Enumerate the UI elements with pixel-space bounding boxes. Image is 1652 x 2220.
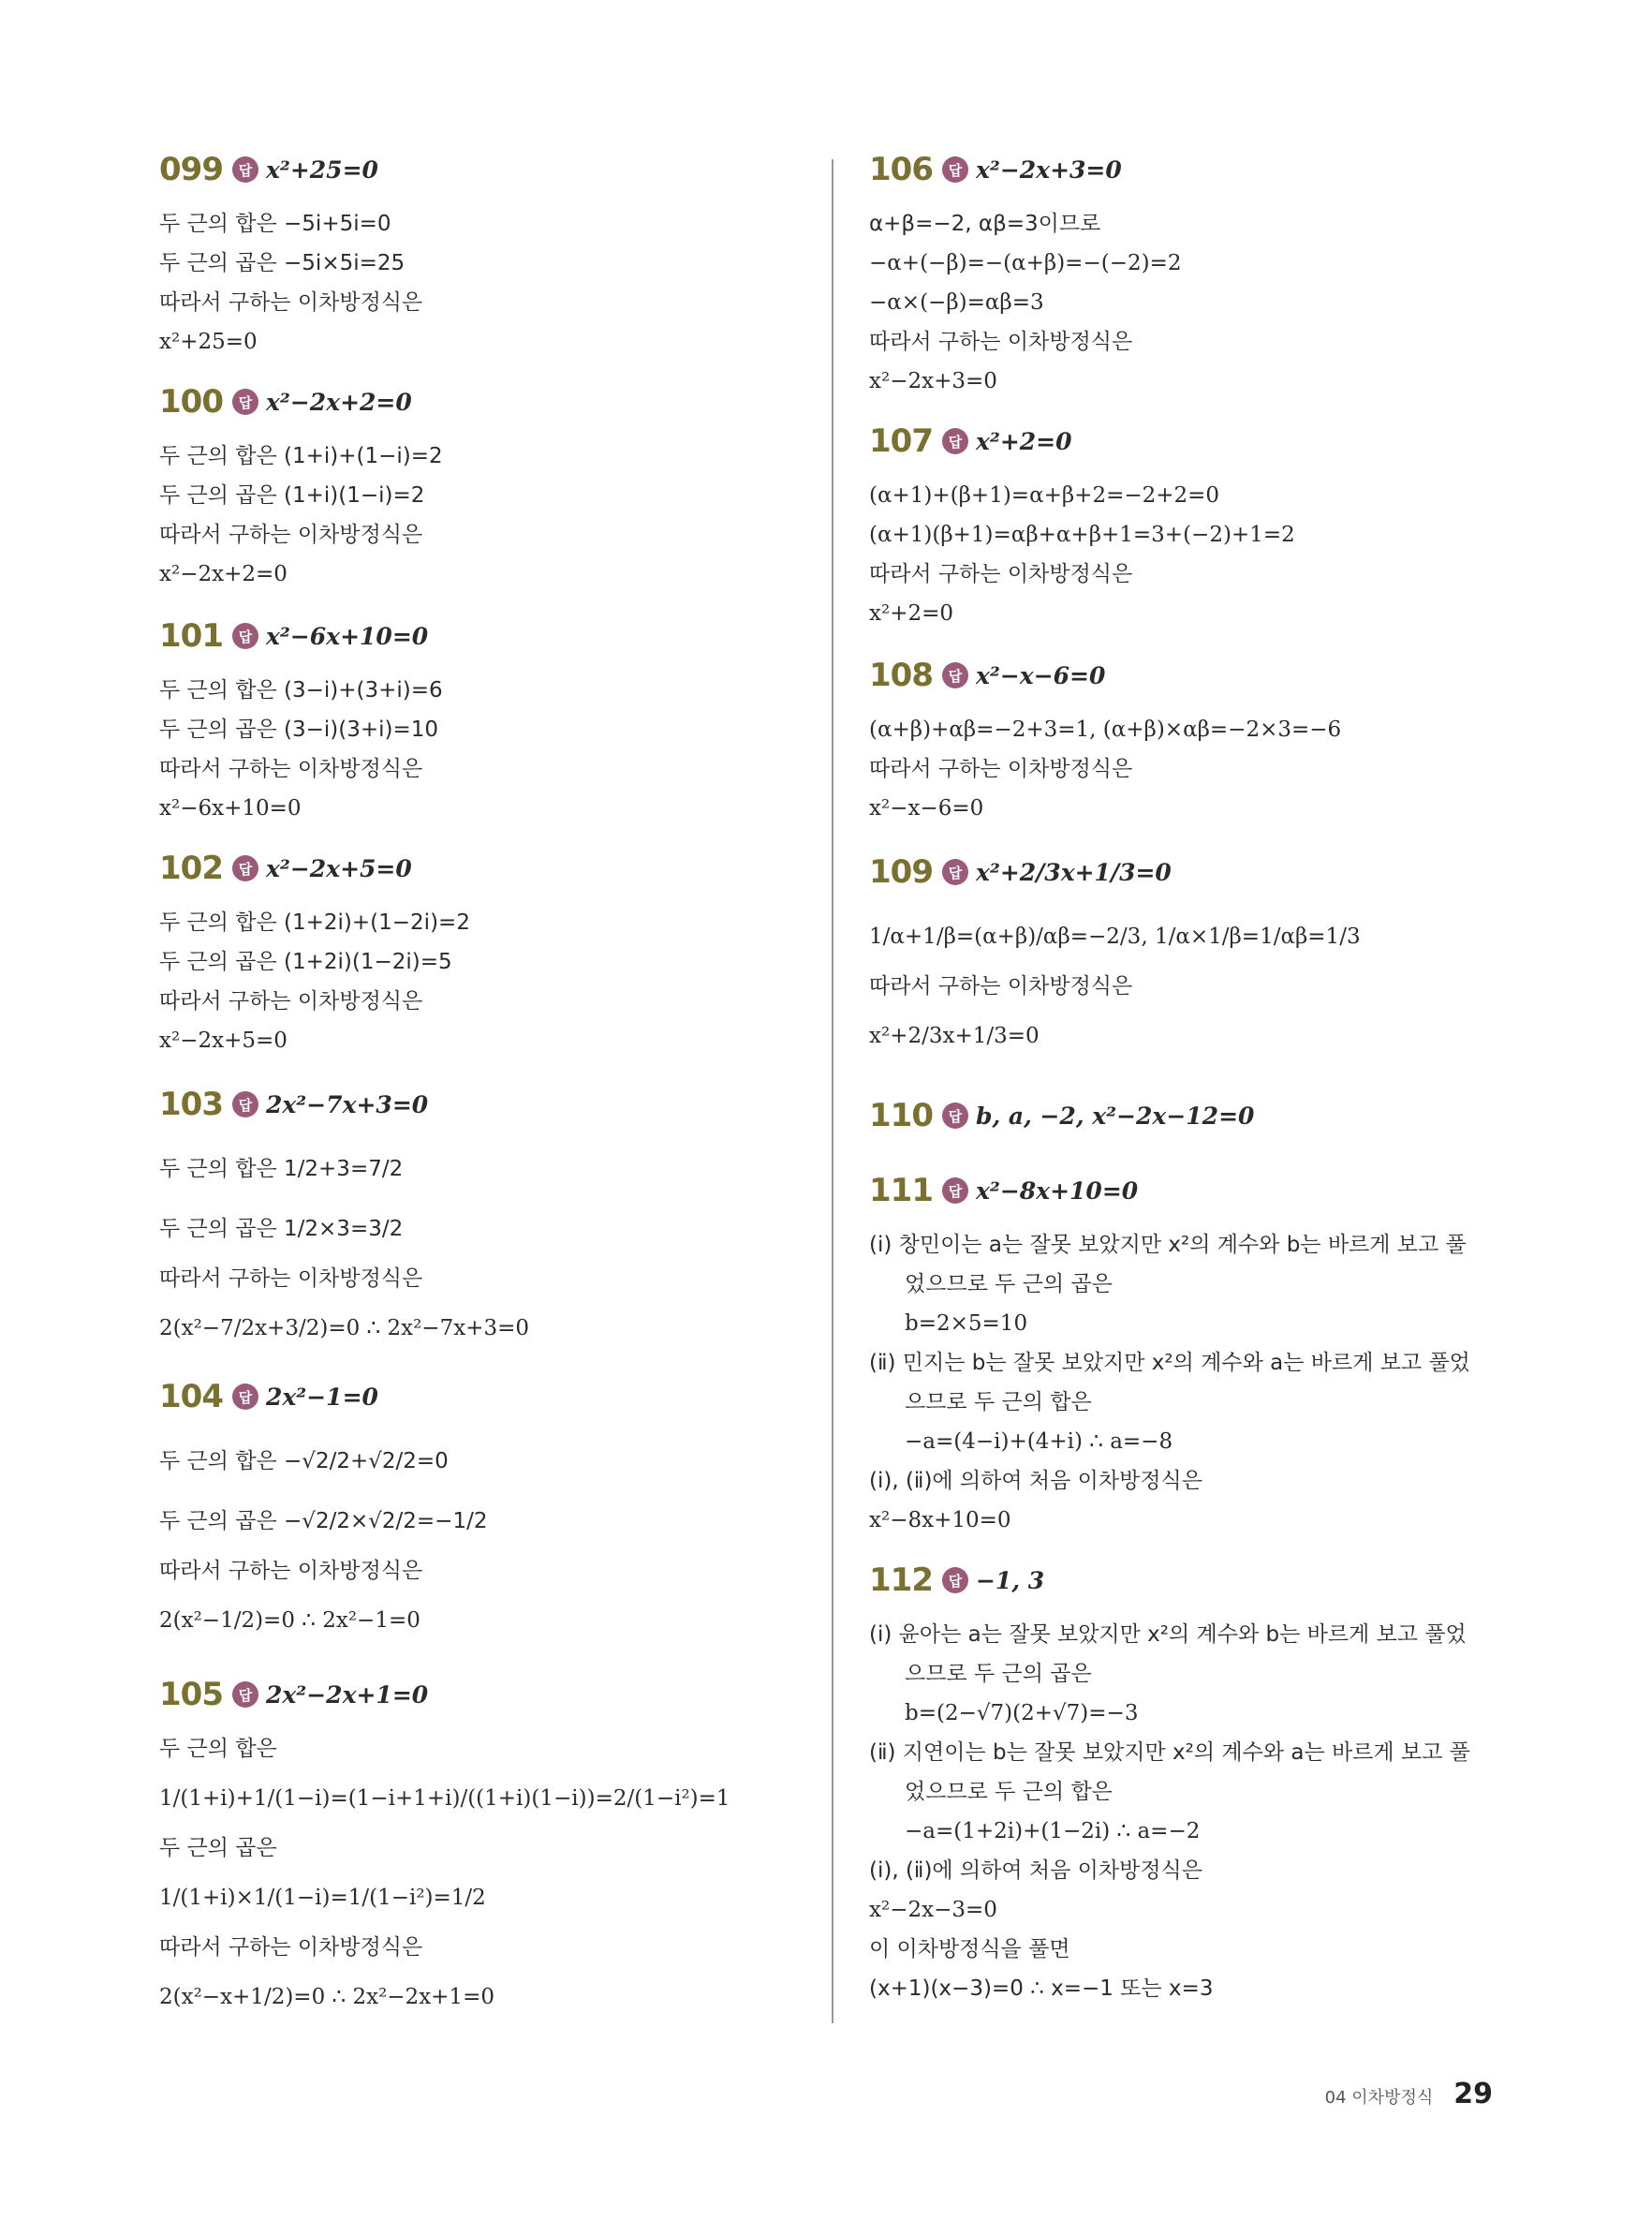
problem-number: 109 — [869, 853, 933, 891]
problem-number: 101 — [159, 617, 223, 655]
solution-line: −a=(1+2i)+(1−2i) ∴ a=−2 — [905, 1819, 1201, 1843]
problem-112 — [869, 1559, 1525, 2008]
page-number: 29 — [1453, 2078, 1493, 2110]
solution-line: 두 근의 곱은 (3−i)(3+i)=10 — [159, 718, 439, 742]
answer-badge: 답 — [232, 389, 258, 415]
solution-line: 따라서 구하는 이차방정식은 — [159, 290, 423, 315]
solution-line: (ⅰ), (ⅱ)에 의하여 처음 이차방정식은 — [869, 1469, 1202, 1493]
problem-number: 103 — [159, 1086, 223, 1123]
solution-line: 두 근의 합은 (3−i)+(3+i)=6 — [159, 678, 443, 703]
solution-line: 1/(1+i)×1/(1−i)=1/(1−i²)=1/2 — [159, 1886, 486, 1910]
left-column — [159, 148, 815, 2027]
answer-badge: 답 — [942, 428, 968, 454]
solution-line: 두 근의 합은 −√2/2+√2/2=0 — [159, 1449, 449, 1473]
problem-105 — [159, 1673, 815, 2027]
solution-line: 따라서 구하는 이차방정식은 — [869, 562, 1133, 586]
problem-107 — [869, 420, 1525, 654]
solution-line: (α+1)+(β+1)=α+β+2=−2+2=0 — [869, 483, 1220, 508]
solution-line: 따라서 구하는 이차방정식은 — [869, 330, 1133, 354]
answer-badge: 답 — [942, 1103, 968, 1129]
answer-badge: 답 — [232, 1091, 258, 1117]
answer-text: −1, 3 — [975, 1566, 1045, 1594]
solution-line: x²−2x+5=0 — [159, 1029, 288, 1053]
problem-101 — [159, 614, 815, 847]
solution-line: 두 근의 합은 (1+2i)+(1−2i)=2 — [159, 910, 470, 935]
solution-line: 1/α+1/β=(α+β)/αβ=−2/3, 1/α×1/β=1/αβ=1/3 — [869, 925, 1361, 949]
solution-line: 었으므로 두 근의 합은 — [905, 1780, 1113, 1804]
solution-line: b=2×5=10 — [905, 1311, 1028, 1336]
answer-text: x²−8x+10=0 — [975, 1177, 1139, 1205]
solution-line: 두 근의 곱은 — [159, 1836, 277, 1860]
problem-number: 102 — [159, 850, 223, 887]
answer-text: 2x²−1=0 — [265, 1383, 378, 1411]
answer-text: x²+25=0 — [265, 155, 378, 184]
problem-number: 112 — [869, 1561, 933, 1599]
answer-text: b, a, −2, x²−2x−12=0 — [975, 1102, 1255, 1130]
answer-badge: 답 — [942, 662, 968, 688]
solution-line: 따라서 구하는 이차방정식은 — [869, 757, 1133, 781]
solution-line: x²−x−6=0 — [869, 796, 984, 821]
solution-line: (α+1)(β+1)=αβ+α+β+1=3+(−2)+1=2 — [869, 523, 1295, 547]
chapter-label: 04 이차방정식 — [1324, 2088, 1434, 2108]
solution-line: 두 근의 합은 (1+i)+(1−i)=2 — [159, 444, 443, 468]
answer-text: 2x²−7x+3=0 — [265, 1090, 429, 1118]
problem-110 — [869, 1094, 1525, 1169]
solution-line: 으므로 두 근의 곱은 — [905, 1662, 1092, 1686]
solution-line: 두 근의 곱은 1/2×3=3/2 — [159, 1217, 404, 1241]
problem-number: 108 — [869, 657, 933, 694]
problem-number: 110 — [869, 1097, 933, 1134]
problem-number: 100 — [159, 383, 223, 421]
answer-text: x²+2=0 — [975, 427, 1072, 455]
solution-line: (ⅱ) 지연이는 b는 잘못 보았지만 x²의 계수와 a는 바르게 보고 풀 — [869, 1740, 1470, 1765]
answer-text: x²−2x+2=0 — [265, 388, 412, 416]
solution-line: x²−2x+2=0 — [159, 562, 288, 586]
solution-line: 따라서 구하는 이차방정식은 — [869, 974, 1133, 999]
solution-line: 따라서 구하는 이차방정식은 — [159, 1266, 423, 1291]
problem-number: 107 — [869, 422, 933, 460]
solution-line: (ⅱ) 민지는 b는 잘못 보았지만 x²의 계수와 a는 바르게 보고 풀었 — [869, 1351, 1470, 1375]
solution-line: b=(2−√7)(2+√7)=−3 — [905, 1701, 1139, 1725]
problem-111 — [869, 1169, 1525, 1559]
answer-badge: 답 — [232, 1681, 258, 1708]
solution-line: α+β=−2, αβ=3이므로 — [869, 212, 1101, 236]
answer-badge: 답 — [942, 859, 968, 885]
solution-line: −α×(−β)=αβ=3 — [869, 290, 1044, 315]
solution-line: x²−8x+10=0 — [869, 1508, 1011, 1532]
problem-103 — [159, 1083, 815, 1375]
solution-line: (ⅰ) 창민이는 a는 잘못 보았지만 x²의 계수와 b는 바르게 보고 풀 — [869, 1233, 1467, 1257]
solution-line: 2(x²−1/2)=0 ∴ 2x²−1=0 — [159, 1608, 420, 1633]
solution-line: 두 근의 곱은 (1+2i)(1−2i)=5 — [159, 950, 452, 974]
solution-line: 1/(1+i)+1/(1−i)=(1−i+1+i)/((1+i)(1−i))=2/(1−i²)=1 — [159, 1786, 730, 1811]
solution-line: −α+(−β)=−(α+β)=−(−2)=2 — [869, 251, 1182, 275]
answer-badge: 답 — [232, 855, 258, 881]
solution-line: 두 근의 곱은 (1+i)(1−i)=2 — [159, 483, 425, 508]
answer-badge: 답 — [232, 1384, 258, 1410]
answer-text: x²−2x+5=0 — [265, 854, 412, 882]
answer-text: 2x²−2x+1=0 — [265, 1680, 429, 1709]
answer-text: x²−6x+10=0 — [265, 622, 429, 650]
solution-line: 이 이차방정식을 풀면 — [869, 1937, 1070, 1961]
problem-number: 111 — [869, 1172, 933, 1209]
answer-badge: 답 — [942, 1177, 968, 1204]
problem-099 — [159, 148, 815, 380]
problem-number: 105 — [159, 1676, 223, 1713]
problem-100 — [159, 380, 815, 614]
problem-102 — [159, 847, 815, 1083]
solution-line: x²+25=0 — [159, 330, 258, 354]
solution-line: 따라서 구하는 이차방정식은 — [159, 989, 423, 1014]
solution-line: x²+2=0 — [869, 601, 954, 626]
solution-line: 두 근의 합은 1/2+3=7/2 — [159, 1157, 404, 1181]
problem-number: 106 — [869, 151, 933, 188]
solution-line: 따라서 구하는 이차방정식은 — [159, 523, 423, 547]
solution-line: 따라서 구하는 이차방정식은 — [159, 757, 423, 781]
problem-104 — [159, 1375, 815, 1673]
solution-line: 2(x²−7/2x+3/2)=0 ∴ 2x²−7x+3=0 — [159, 1316, 529, 1340]
answer-text: x²−2x+3=0 — [975, 155, 1122, 184]
solution-line: x²−6x+10=0 — [159, 796, 302, 821]
right-column — [869, 148, 1525, 2008]
answer-badge: 답 — [232, 156, 258, 183]
solution-line: 두 근의 곱은 −√2/2×√2/2=−1/2 — [159, 1509, 488, 1533]
solution-line: x²−2x+3=0 — [869, 369, 997, 393]
solution-line: 두 근의 합은 −5i+5i=0 — [159, 212, 391, 236]
solution-line: x²−2x−3=0 — [869, 1898, 997, 1922]
problem-number: 104 — [159, 1378, 223, 1415]
solution-line: 두 근의 곱은 −5i×5i=25 — [159, 251, 406, 275]
problem-number: 099 — [159, 151, 223, 188]
solution-line: 으므로 두 근의 합은 — [905, 1390, 1092, 1414]
solution-line: 따라서 구하는 이차방정식은 — [159, 1935, 423, 1960]
answer-badge: 답 — [942, 156, 968, 183]
answer-badge: 답 — [942, 1567, 968, 1593]
solution-line: (ⅰ) 윤아는 a는 잘못 보았지만 x²의 계수와 b는 바르게 보고 풀었 — [869, 1622, 1467, 1647]
solution-line: (ⅰ), (ⅱ)에 의하여 처음 이차방정식은 — [869, 1858, 1202, 1883]
solution-line: 따라서 구하는 이차방정식은 — [159, 1559, 423, 1583]
answer-badge: 답 — [232, 623, 258, 649]
problem-109 — [869, 851, 1525, 1094]
page-footer — [1325, 2078, 1493, 2110]
solution-line: 었으므로 두 근의 곱은 — [905, 1272, 1113, 1296]
column-divider — [832, 159, 833, 2023]
solution-line: −a=(4−i)+(4+i) ∴ a=−8 — [905, 1429, 1173, 1454]
answer-text: x²+2/3x+1/3=0 — [975, 858, 1172, 886]
problem-108 — [869, 654, 1525, 851]
solution-line: x²+2/3x+1/3=0 — [869, 1024, 1040, 1048]
solution-line: (α+β)+αβ=−2+3=1, (α+β)×αβ=−2×3=−6 — [869, 718, 1342, 742]
answer-text: x²−x−6=0 — [975, 661, 1106, 689]
solution-line: 2(x²−x+1/2)=0 ∴ 2x²−2x+1=0 — [159, 1985, 494, 2009]
solution-line: 두 근의 합은 — [159, 1737, 277, 1761]
solution-line: (x+1)(x−3)=0 ∴ x=−1 또는 x=3 — [869, 1976, 1214, 2001]
problem-106 — [869, 148, 1525, 420]
